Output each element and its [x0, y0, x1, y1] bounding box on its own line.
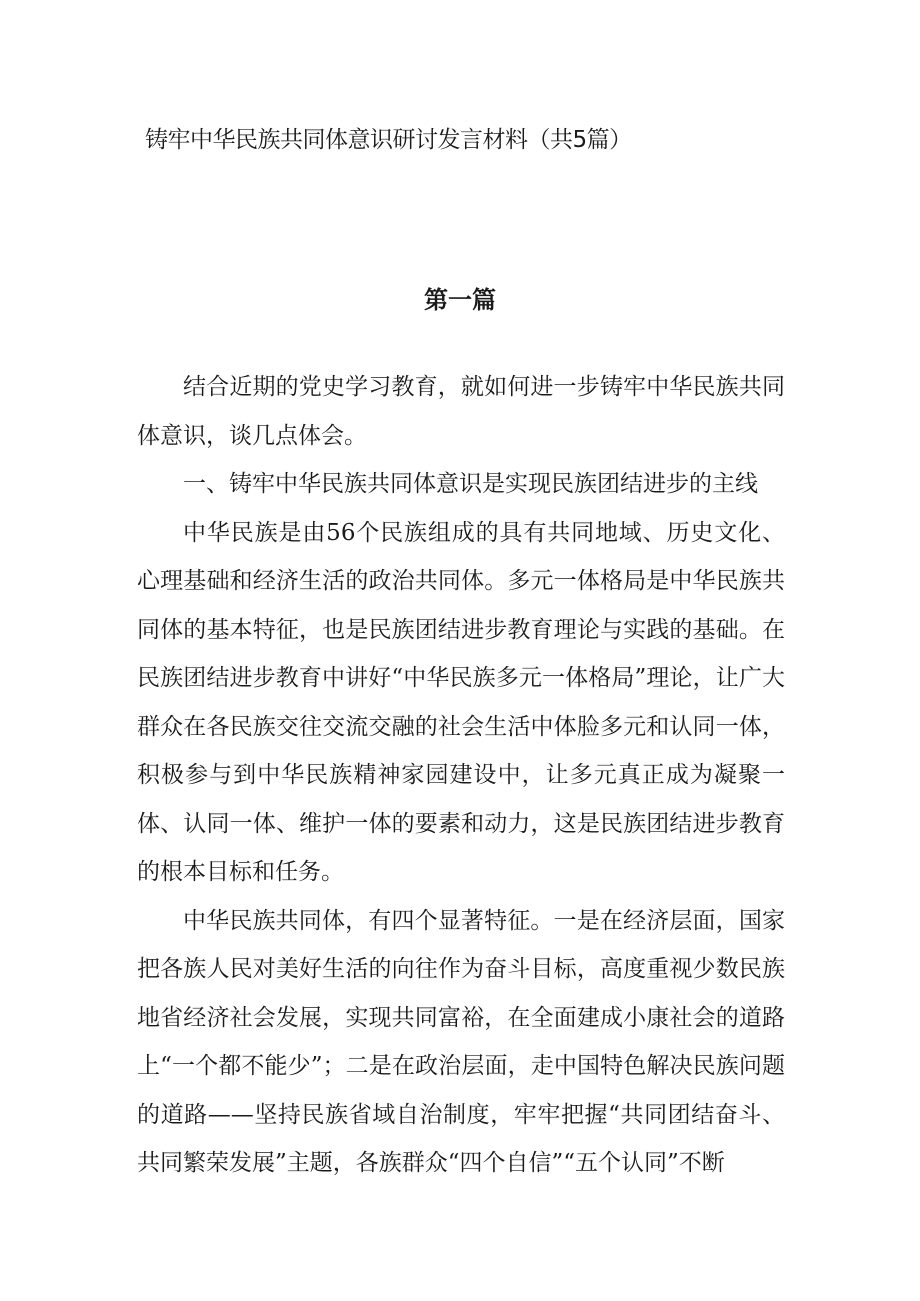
paragraph-body-1: 中华民族是由56个民族组成的具有共同地域、历史文化、心理基础和经济生活的政治共同体。多元一体格局是中华民族共同体的基本特征，也是民族团结进步教育理论与实践的基础。在民族团结进步教育中讲好“中华民族多元一体格局”理论，让广大群众在各民族交往交流交融的社会生活中体脸多元和认同一体，积极参与到中华民族精神家园建设中，让多元真正成为凝聚一体、认同一体、维护一体的要素和动力，这是民族团结进步教育的根本目标和任务。 — [137, 519, 785, 885]
paragraph-intro: 结合近期的党史学习教育，就如何进一步铸牢中华民族共同体意识，谈几点体会。 — [137, 374, 785, 449]
document-body — [137, 363, 785, 1188]
paragraph-body-2: 中华民族共同体，有四个显著特征。一是在经济层面，国家把各族人民对美好生活的向往作为奋斗目标，高度重视少数民族地省经济社会发展，实现共同富裕，在全面建成小康社会的道路上“一个都不能少”；二是在政治层面，走中国特色解决民族问题的道路——坚持民族省域自治制度，牢牢把握“共同团结奋斗、共同繁荣发展”主题，各族群众“四个自信”“五个认同”不断 — [137, 907, 785, 1176]
document-title: 铸牢中华民族共同体意识研讨发言材料（共5篇） — [145, 127, 632, 153]
paragraph-heading-1: 一、铸牢中华民族共同体意识是实现民族团结进步的主线 — [183, 471, 758, 497]
section-title: 第一篇 — [424, 286, 496, 314]
